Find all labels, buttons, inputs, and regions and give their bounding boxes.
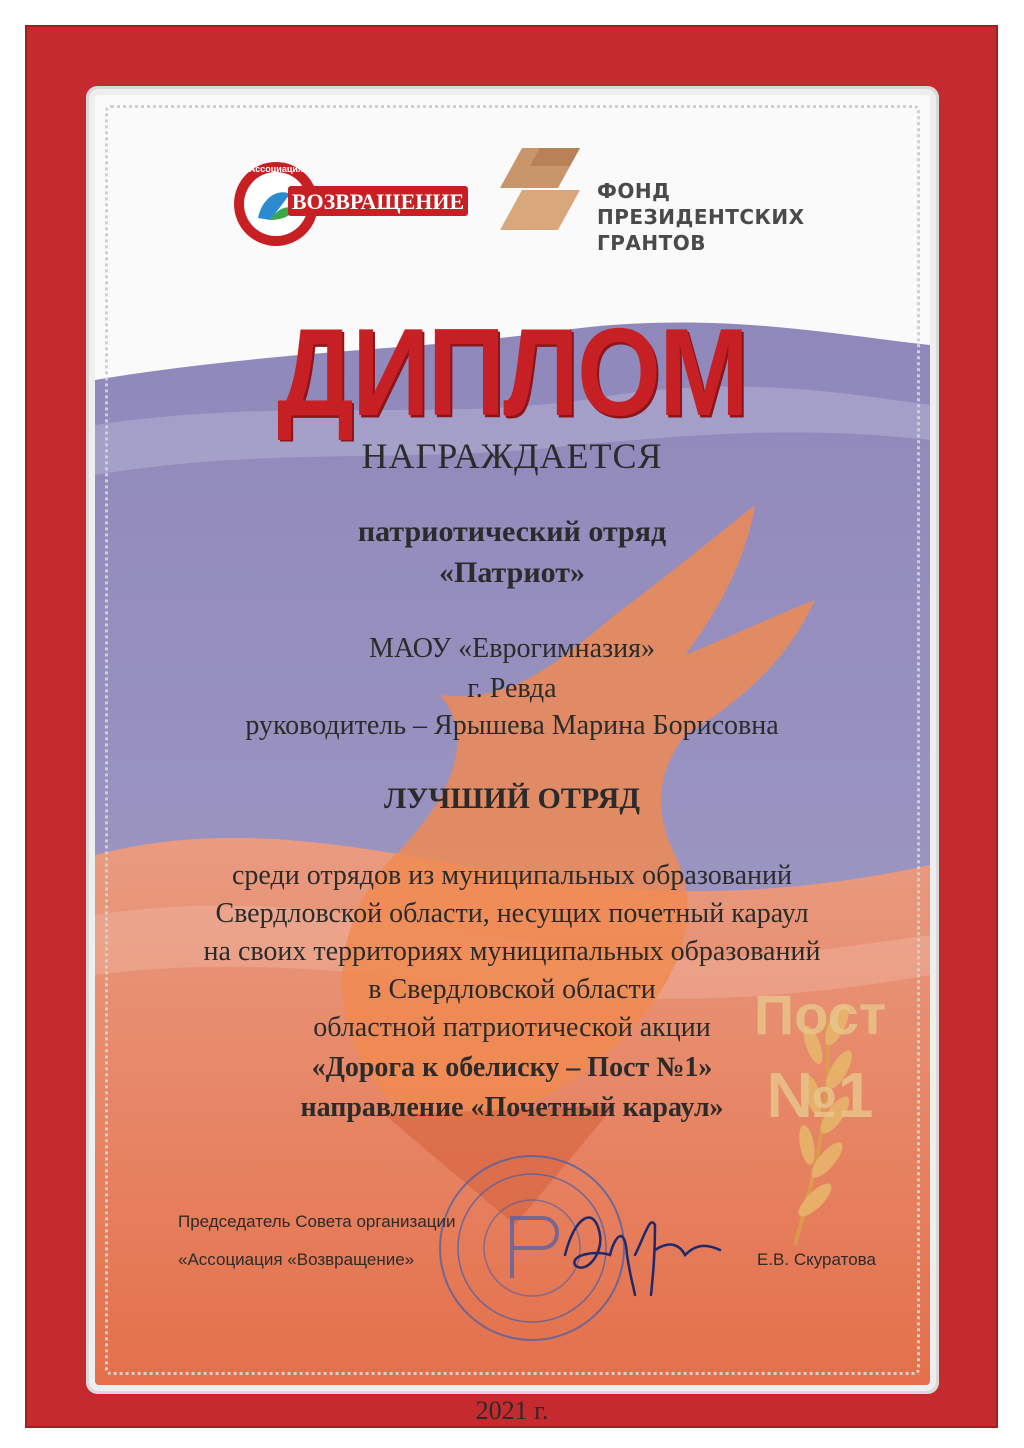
signatory-position: Председатель Совета организации — [178, 1212, 456, 1231]
svg-text:Ассоциация: Ассоциация — [248, 164, 304, 174]
event-direction: направление «Почетный караул» — [300, 1092, 724, 1123]
post-emblem-line1: Пост — [753, 983, 887, 1046]
handwritten-signature — [555, 1195, 725, 1305]
awarded-label: НАГРАЖДАЕТСЯ — [361, 436, 663, 476]
association-logo — [230, 158, 470, 248]
svg-text:ВОЗВРАЩЕНИЕ: ВОЗВРАЩЕНИЕ — [291, 189, 465, 214]
team-type: патриотический отряд — [357, 515, 667, 548]
issue-year: 2021 г. — [475, 1396, 549, 1425]
award-description-line: областной патриотической акции — [313, 1012, 711, 1043]
fund-name-line: ГРАНТОВ — [597, 231, 707, 255]
city-name: г. Ревда — [467, 673, 557, 704]
leader-name: руководитель – Ярышева Марина Борисовна — [245, 710, 779, 741]
team-name: «Патриот» — [439, 556, 585, 589]
award-description-line: Свердловской области, несущих почетный караул — [215, 898, 809, 929]
event-name: «Дорога к обелиску – Пост №1» — [311, 1052, 713, 1083]
signatory-organization: «Ассоциация «Возвращение» — [178, 1250, 415, 1269]
diploma-title: ДИПЛОМ — [277, 302, 747, 442]
award-description-line: на своих территориях муниципальных образований — [203, 936, 821, 967]
fund-logo-icon — [500, 148, 580, 230]
fund-name — [597, 178, 857, 256]
post-emblem-line2: №1 — [766, 1059, 874, 1131]
award-description-line: в Свердловской области — [368, 974, 656, 1005]
school-name: МАОУ «Еврогимназия» — [368, 633, 656, 664]
award-title: ЛУЧШИЙ ОТРЯД — [384, 782, 640, 815]
fund-name-line: ФОНД — [597, 179, 671, 203]
fund-name-line: ПРЕЗИДЕНТСКИХ — [597, 205, 805, 229]
award-description-line: среди отрядов из муниципальных образований — [232, 860, 792, 891]
signatory-name: Е.В. Скуратова — [757, 1250, 876, 1269]
